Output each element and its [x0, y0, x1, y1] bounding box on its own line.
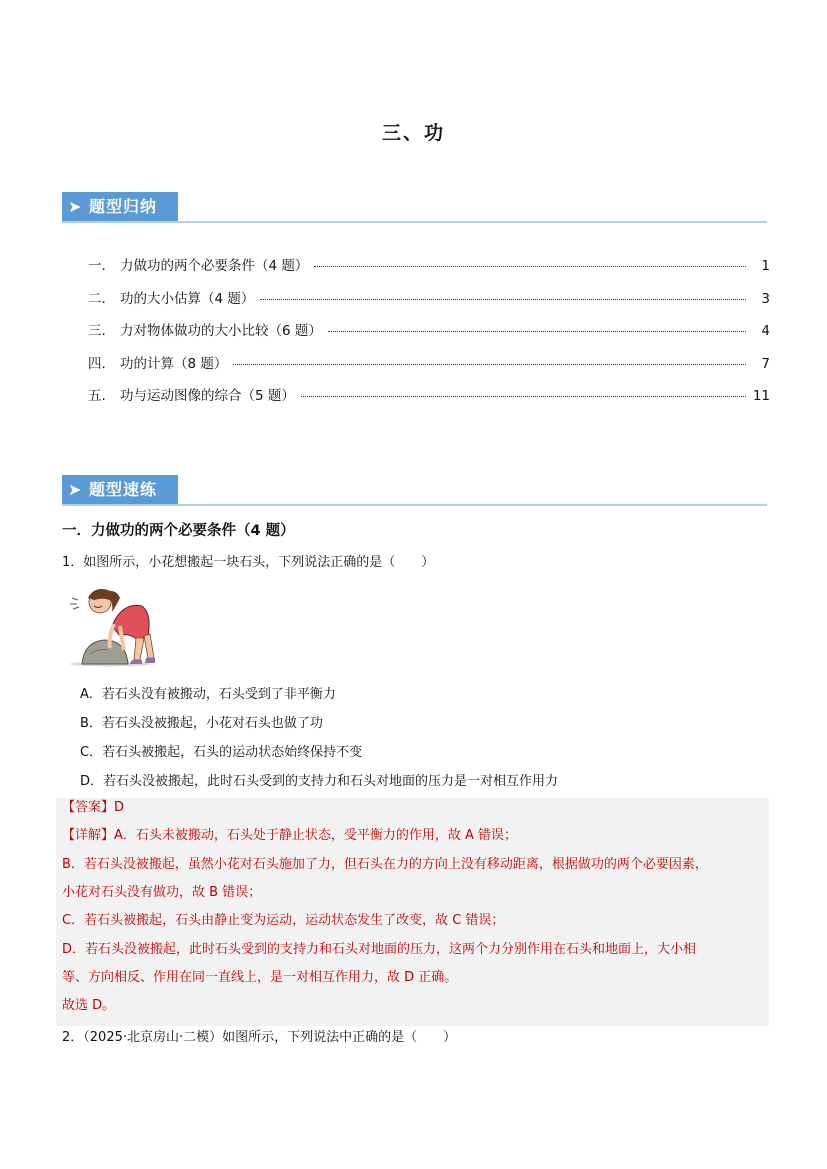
toc-leader — [328, 331, 746, 332]
toc-item[interactable] — [88, 287, 770, 320]
toc-page: 4 — [761, 323, 770, 339]
toc-item[interactable] — [88, 254, 770, 287]
toc-page: 3 — [761, 290, 770, 307]
option-d: D．若石头没被搬起，此时石头受到的支持力和石头对地面的压力是一对相互作用力 — [80, 774, 559, 789]
explanation-line: C．若石头被搬起，石头由静止变为运动，运动状态发生了改变，故 C 错误； — [62, 913, 505, 928]
banner-divider — [62, 221, 767, 223]
answer-label: 【答案】D — [62, 800, 125, 815]
option-c: C．若石头被搬起，石头的运动状态始终保持不变 — [80, 745, 363, 760]
toc-leader — [314, 266, 746, 267]
toc-leader — [233, 364, 746, 365]
banner-summary — [62, 192, 767, 226]
banner-practice-label: ➤ 题型速练 — [62, 475, 178, 505]
table-of-contents — [88, 254, 770, 417]
toc-page: 7 — [761, 355, 770, 372]
explanation-line: 小花对石头没有做功，故 B 错误； — [62, 885, 262, 900]
toc-label: 功与运动图像的综合（5 题） — [120, 388, 295, 404]
toc-number: 五. — [88, 388, 106, 404]
toc-leader — [301, 396, 746, 397]
toc-number: 三. — [88, 323, 106, 339]
toc-number: 四. — [88, 355, 106, 372]
toc-page: 11 — [752, 388, 770, 404]
explanation-line: 【详解】A．石头未被搬动，石头处于静止状态，受平衡力的作用，故 A 错误； — [62, 828, 518, 843]
question-2-stem: 2．（2025·北京房山·二模）如图所示，下列说法中正确的是（ ） — [62, 1030, 457, 1045]
toc-item[interactable] — [88, 352, 770, 385]
explanation-line: 故选 D。 — [62, 998, 116, 1013]
option-a: A．若石头没有被搬动，石头受到了非平衡力 — [80, 687, 336, 702]
banner-summary-label: ➤ 题型归纳 — [62, 192, 178, 222]
toc-number: 一. — [88, 258, 106, 274]
toc-label: 力做功的两个必要条件（4 题） — [120, 258, 309, 274]
page-title: 三、功 — [381, 122, 445, 144]
toc-number: 二. — [88, 290, 106, 307]
toc-label: 力对物体做功的大小比较（6 题） — [120, 323, 322, 339]
explanation-line: 等、方向相反、作用在同一直线上，是一对相互作用力，故 D 正确。 — [62, 970, 458, 985]
girl-lifting-stone-illustration — [64, 584, 156, 668]
explanation-line: B．若石头没被搬起，虽然小花对石头施加了力，但石头在力的方向上没有移动距离，根据做功的两个必要因素， — [62, 857, 708, 872]
toc-page: 1 — [761, 258, 770, 274]
banner-divider — [62, 504, 767, 506]
toc-label: 功的计算（8 题） — [120, 355, 228, 372]
toc-item[interactable] — [88, 319, 770, 352]
question-1-stem: 1．如图所示，小花想搬起一块石头，下列说法正确的是（ ） — [62, 555, 435, 570]
banner-practice — [62, 475, 767, 509]
toc-label: 功的大小估算（4 题） — [120, 290, 255, 307]
toc-item[interactable] — [88, 384, 770, 417]
toc-leader — [260, 299, 746, 300]
explanation-line: D．若石头没被搬起，此时石头受到的支持力和石头对地面的压力，这两个力分别作用在石头和地面上，大小相 — [62, 942, 697, 957]
section-heading: 一．力做功的两个必要条件（4 题） — [62, 523, 295, 539]
option-b: B．若石头没被搬起，小花对石头也做了功 — [80, 716, 323, 731]
